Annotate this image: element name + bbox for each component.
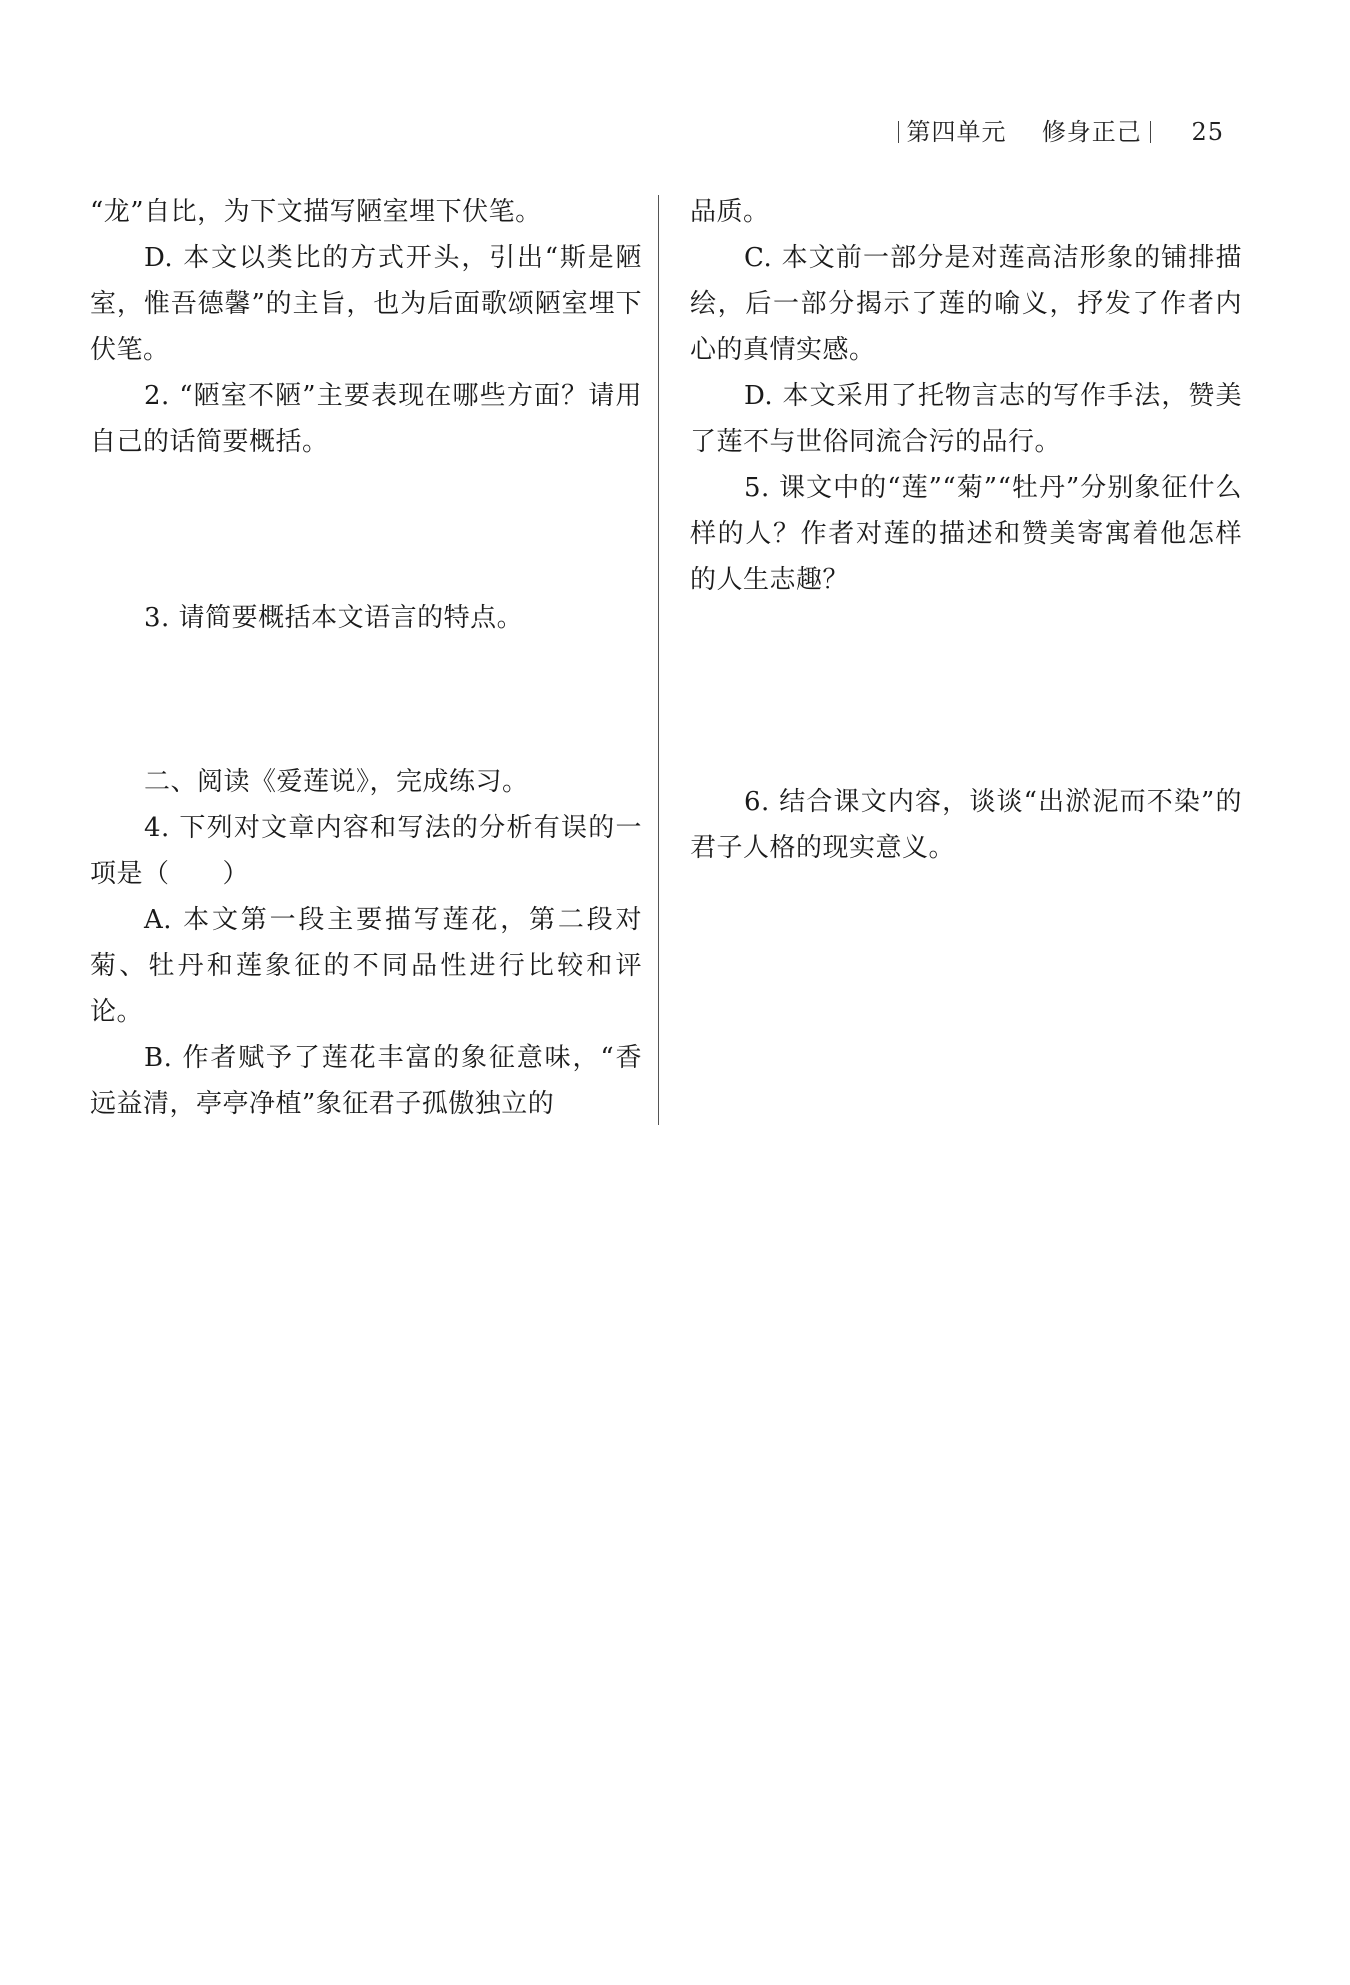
option-a-paragraph: A. 本文第一段主要描写莲花，第二段对菊、牡丹和莲象征的不同品性进行比较和评论。 bbox=[90, 905, 642, 1027]
header-unit: 第四单元 bbox=[906, 118, 1007, 146]
section-2-heading: 二、阅读《爱莲说》，完成练习。 bbox=[144, 767, 529, 797]
header-divider-left bbox=[898, 121, 899, 143]
left-column bbox=[90, 189, 642, 1127]
answer-space-q2 bbox=[90, 465, 642, 595]
answer-space-q3 bbox=[90, 641, 642, 759]
right-column bbox=[690, 189, 1242, 871]
header-divider-right bbox=[1150, 121, 1151, 143]
question-2: 2. “陋室不陋”主要表现在哪些方面？请用自己的话简要概括。 bbox=[90, 381, 642, 457]
question-3: 3. 请简要概括本文语言的特点。 bbox=[144, 603, 524, 633]
running-header bbox=[890, 112, 1224, 147]
option-d-paragraph-q4: D. 本文采用了托物言志的写作手法，赞美了莲不与世俗同流合污的品行。 bbox=[690, 381, 1242, 457]
option-c-paragraph: C. 本文前一部分是对莲高洁形象的铺排描绘，后一部分揭示了莲的喻义，抒发了作者内心的真情实感。 bbox=[690, 243, 1242, 365]
right-paragraph-continuation: 品质。 bbox=[690, 197, 770, 227]
left-paragraph-continuation: “龙”自比，为下文描写陋室埋下伏笔。 bbox=[90, 197, 542, 227]
option-b-paragraph: B. 作者赋予了莲花丰富的象征意味，“香远益清，亭亭净植”象征君子孤傲独立的 bbox=[90, 1043, 642, 1119]
question-6: 6. 结合课文内容，谈谈“出淤泥而不染”的君子人格的现实意义。 bbox=[690, 787, 1242, 863]
header-theme: 修身正己 bbox=[1041, 118, 1142, 146]
answer-space-q5 bbox=[690, 603, 1242, 779]
question-5: 5. 课文中的“莲”“菊”“牡丹”分别象征什么样的人？作者对莲的描述和赞美寄寓着他怎样的人生志趣？ bbox=[690, 473, 1242, 595]
page-number: 25 bbox=[1191, 118, 1224, 146]
question-4: 4. 下列对文章内容和写法的分析有误的一项是（ ） bbox=[90, 813, 642, 889]
column-divider bbox=[658, 195, 659, 1125]
option-d-paragraph: D. 本文以类比的方式开头，引出“斯是陋室，惟吾德馨”的主旨，也为后面歌颂陋室埋下伏笔。 bbox=[90, 243, 642, 365]
